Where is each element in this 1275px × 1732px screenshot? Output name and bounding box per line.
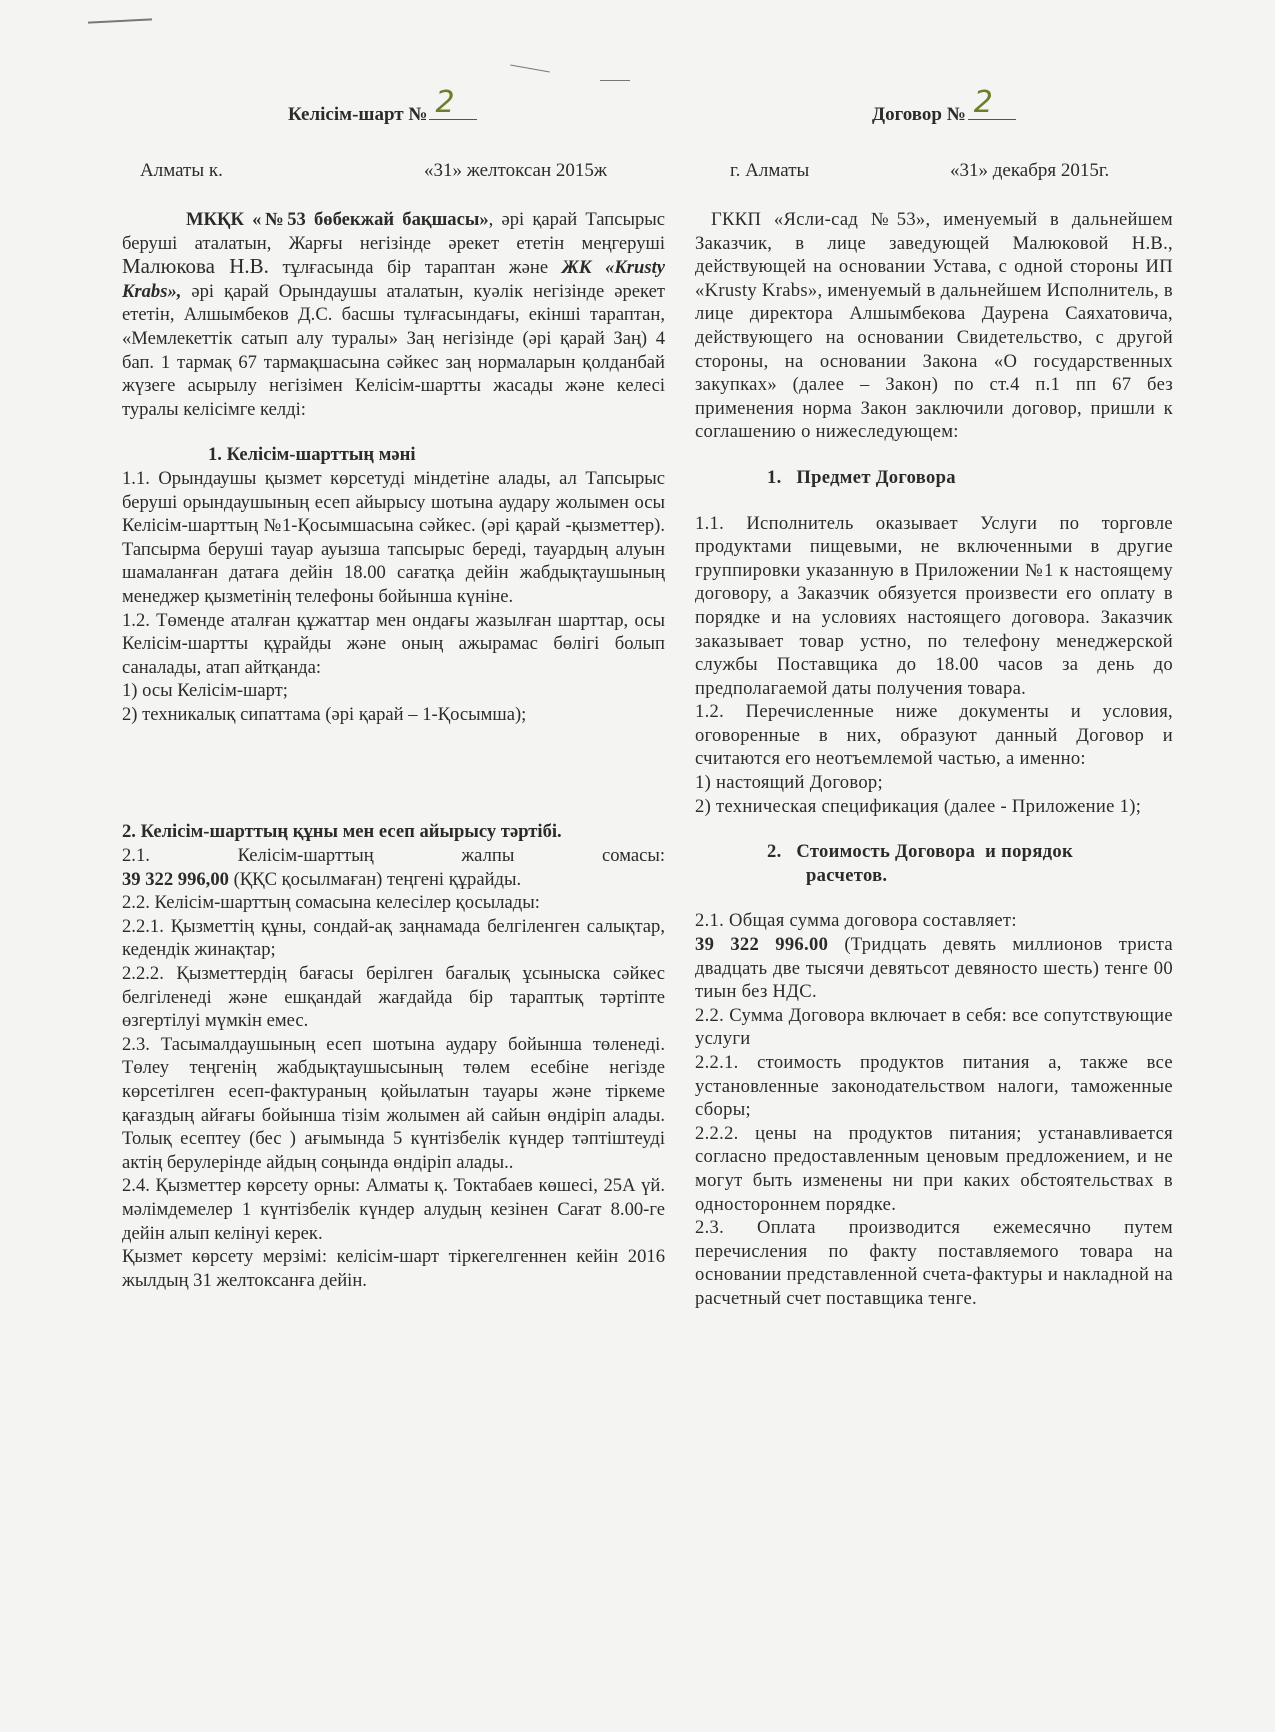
ru-contract-number-line bbox=[968, 85, 1016, 120]
kz-city: Алматы к. bbox=[140, 160, 223, 181]
ru-clause-2-1-amount-line bbox=[695, 933, 1173, 1004]
kz-intro-party1: МКҚК «№53 бөбекжай бақшасы» bbox=[186, 209, 489, 230]
ru-contract-amount: 39 322 996.00 bbox=[695, 934, 829, 956]
kz-intro-name: Малюкова Н.В. bbox=[122, 254, 269, 279]
kz-contract-number-line bbox=[429, 85, 477, 120]
kz-contract-number: 2 bbox=[435, 85, 455, 120]
ru-section2-title-cont: расчетов. bbox=[806, 864, 888, 886]
kz-clause-1-1: 1.1. Орындаушы қызмет көрсетуді міндетіне алады, ал Тапсырыс беруші орындаушының есеп айырысу шотына аудару жолымен осы Келісім-шарттың №1-Қосымшасына сәйкес. (әрі қарай -қызметтер). Тапсырма беруші тауар ауызша тапсырыс береді, тауардың алуын шамаланған датаға дейін 18.00 сағатқа дейін жабдықтаушының менеджер қызметінің телефоны бойынша күніне. bbox=[122, 467, 665, 607]
kz-column bbox=[122, 208, 665, 1292]
kz-title bbox=[288, 85, 477, 126]
kz-contract-amount: 39 322 996,00 bbox=[122, 868, 229, 890]
kz-service-term: Қызмет көрсету мерзімі: келісім-шарт тіркегелгеннен кейін 2016 жылдың 31 желтоксанға дейін. bbox=[122, 1246, 665, 1291]
kz-clause-2-4: 2.4. Қызметтер көрсету орны: Алматы қ. Токтабаев көшесі, 25А үй. мәлімдемелер 1 күнтізбелік күндер алудың кезінен Сағат 8.00-ге дейін алып келінуі керек. bbox=[122, 1175, 665, 1244]
kz-clause-2-3: 2.3. Тасымалдаушының есеп шотына аудару бойынша төленеді. Төлеу теңгенің жабдықтаушысының төлем есебіне негізде көрсетілген есеп-фактураның қойылатын тауары және тіркеме қағаздың айғағы бойынша тізім жолымен ай сайын өндіріп алады. Толық есептеу (бес ) ағымында 5 күнтізбелік күндер тәптіштеуді актің берулерінде айдың соңында өндіріп алады.. bbox=[122, 1033, 665, 1173]
kz-intro-text3: әрі қарай Орындаушы аталатын, куәлік негізінде әрекет ететін, Алшымбеков Д.С. басшы тұлғасындағы, екінші тараптан, «Мемлекеттік сатып алу туралы» Заң негізінде (әрі қарай Заң) 4 бап. 1 тармақ 67 тармақшасына сәйкес заң нормаларын қолданбай жүзеге асырылу негізімен Келісім-шартты жасады және келесі туралы келісімге келді: bbox=[122, 280, 665, 420]
ru-section1-title: 1. Предмет Договора bbox=[767, 466, 956, 488]
ru-clause-2-3: 2.3. Оплата производится ежемесячно путем перечисления по факту поставляемого товара на основании представленной счета-фактуры и накладной на расчетный счет поставщика тенге. bbox=[695, 1217, 1173, 1309]
ru-contract-number: 2 bbox=[973, 85, 993, 120]
ru-clause-1-2a: 1) настоящий Договор; bbox=[695, 772, 883, 794]
scan-mark bbox=[600, 80, 630, 81]
kz-clause-2-1-amount-line bbox=[122, 868, 665, 892]
ru-clause-1-2: 1.2. Перечисленные ниже документы и условия, оговоренные в них, образуют данный Договор и считаются его неотъемлемой частью, а именно: bbox=[695, 701, 1173, 770]
ru-intro: ГККП «Ясли-сад №53», именуемый в дальнейшем Заказчик, в лице заведующей Малюковой Н.В., действующей на основании Устава, с одной стороны ИП «Krusty Krabs», именуемый в дальнейшем Исполнитель, в лице директора Алшымбекова Даурена Саяхатовича, действующего на основании Свидетельство, с другой стороны, на основании Закона «О государственных закупках» (далее – Закон) по ст.4 п.1 пп 67 без применения норма Закон заключили договор, пришли к соглашению о нижеследующем: bbox=[695, 209, 1173, 443]
scan-mark bbox=[88, 18, 152, 23]
kz-clause-1-2b: 2) техникалық сипаттама (әрі қарай – 1-Қосымша); bbox=[122, 703, 527, 725]
kz-clause-2-2: 2.2. Келісім-шарттың сомасына келесілер қосылады: bbox=[122, 892, 540, 914]
kz-section1-title: 1. Келісім-шарттың мәні bbox=[208, 444, 416, 466]
kz-clause-1-2a: 1) осы Келісім-шарт; bbox=[122, 680, 288, 702]
kz-intro bbox=[122, 208, 665, 421]
kz-intro-party2: ЖК «Krusty Krabs», bbox=[122, 257, 666, 302]
ru-date: «31» декабря 2015г. bbox=[950, 160, 1110, 181]
kz-clause-2-2-1: 2.2.1. Қызметтің құны, сондай-ақ заңнамада белгіленген салықтар, кедендік жинақтар; bbox=[122, 915, 665, 961]
ru-section2-title: 2. Стоимость Договора и порядок bbox=[767, 841, 1073, 863]
ru-city: г. Алматы bbox=[730, 160, 810, 181]
kz-clause-2-1-tail: (ҚҚС қосылмаған) теңгені құрайды. bbox=[228, 868, 522, 890]
ru-title bbox=[872, 85, 1016, 126]
ru-clause-1-1: 1.1. Исполнитель оказывает Услуги по торговле продуктами пищевыми, не включенными в другие группировки указанную в Приложении №1 к настоящему договору, а Заказчик обязуется произвести его оплату в порядке и на условиях настоящего договора. Заказчик заказывает товар устно, по телефону менеджерской службы Поставщика до 18.00 часов за день до предполагаемой даты получения товара. bbox=[695, 512, 1173, 699]
ru-clause-2-1: 2.1. Общая сумма договора составляет: bbox=[695, 910, 1017, 932]
ru-title-text: Договор № bbox=[872, 104, 966, 125]
ru-clause-2-2-2: 2.2.2. цены на продуктов питания; устанавливается согласно предоставленным ценовым предложением, и не могут быть изменены ни при каких обстоятельствах в одностороннем порядке. bbox=[695, 1122, 1173, 1215]
kz-section2-title: 2. Келісім-шарттың құны мен есеп айырысу тәртібі. bbox=[122, 821, 562, 843]
kz-clause-1-2: 1.2. Төменде аталған құжаттар мен ондағы жазылған шарттар, осы Келісім-шартты құрайды және оның ажырамас бөлігі болып саналады, атап айтқанда: bbox=[122, 609, 665, 678]
kz-clause-2-1 bbox=[122, 844, 665, 868]
scan-mark bbox=[510, 65, 550, 73]
kz-intro-text2: тұлғасында бір тараптан және bbox=[268, 257, 562, 279]
ru-clause-1-2b: 2) техническая спецификация (далее - Приложение 1); bbox=[695, 795, 1142, 817]
kz-title-text: Келісім-шарт № bbox=[288, 104, 428, 125]
kz-clause-2-2-2: 2.2.2. Қызметтердің бағасы берілген бағалық ұсыныска сәйкес белгіленеді және ешқандай жағдайда бір тараптық тәртіпте өзгертілуі мүмкін емес. bbox=[122, 963, 665, 1032]
kz-clause-2-1-text: 2.1. Келісім-шарттың жалпы сомасы: bbox=[122, 845, 665, 867]
kz-date: «31» желтоксан 2015ж bbox=[424, 160, 607, 181]
kz-intro-text1: , әрі қарай Тапсырыс беруші аталатын, Жарғы негізінде әрекет ететін меңгеруші bbox=[122, 209, 665, 254]
ru-clause-2-1-tail: (Тридцать девять миллионов триста двадцать две тысячи девятьсот девяносто шесть) тенге 00 тиын без НДС. bbox=[695, 934, 1173, 1003]
ru-clause-2-2-1: 2.2.1. стоимость продуктов питания а, также все установленные законодательством налоги, таможенные сборы; bbox=[695, 1052, 1173, 1121]
ru-clause-2-2: 2.2. Сумма Договора включает в себя: все сопутствующие услуги bbox=[695, 1004, 1173, 1050]
ru-column bbox=[695, 208, 1173, 1311]
